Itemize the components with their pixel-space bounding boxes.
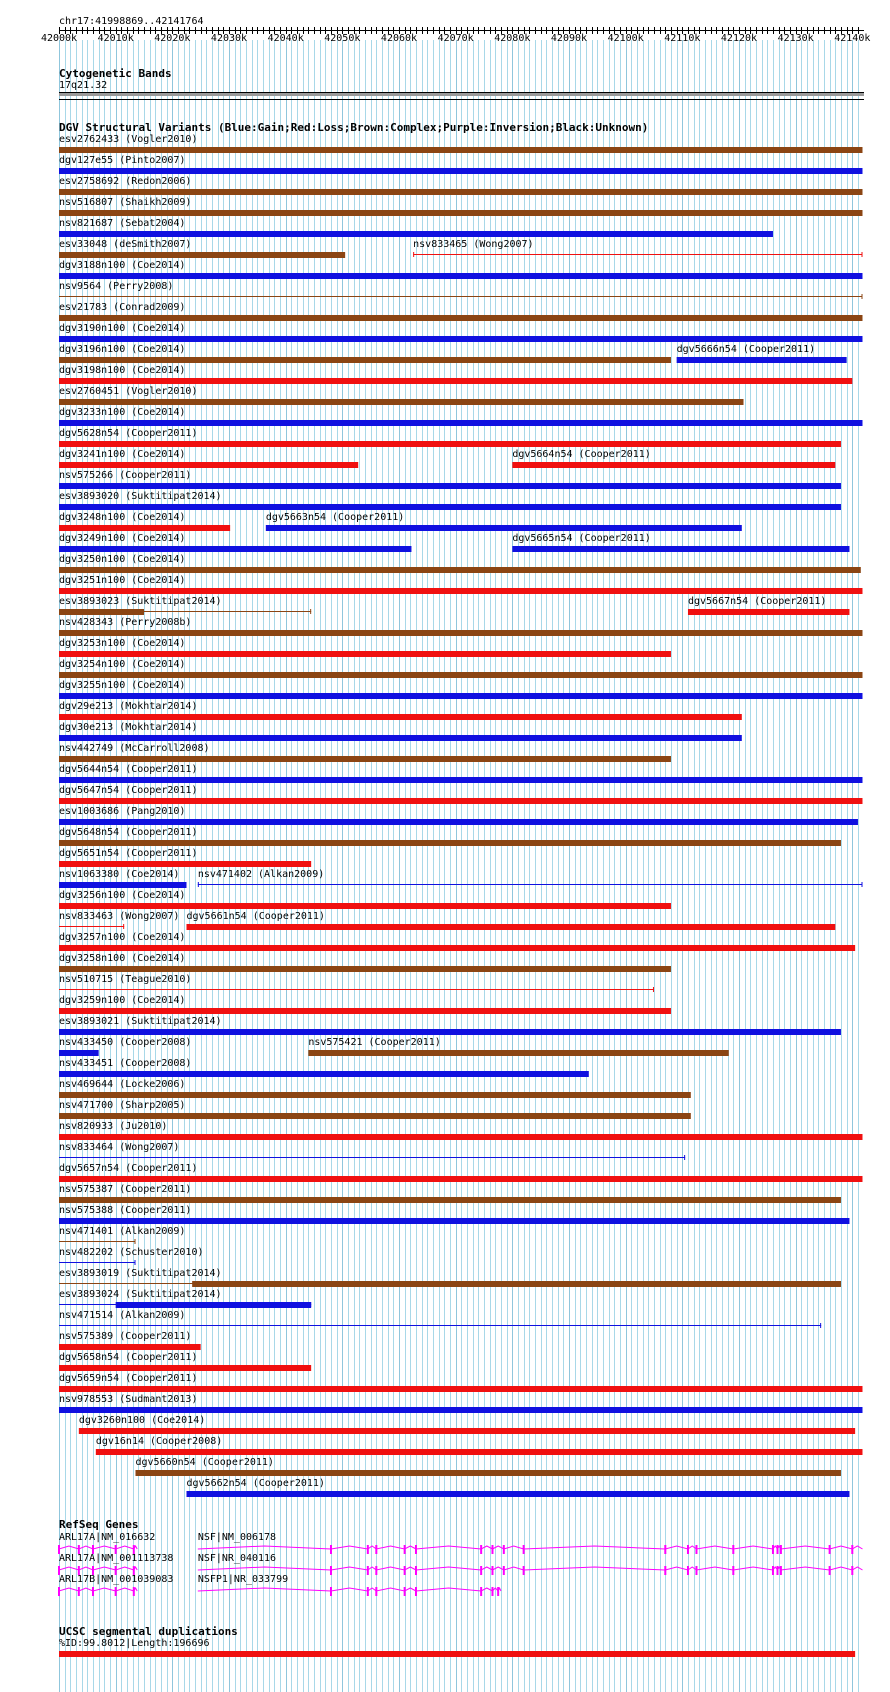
- dgv-variant-end-tick: [134, 1239, 135, 1244]
- dgv-variant-bar: [96, 1449, 863, 1455]
- gene-exon: [772, 1566, 774, 1575]
- dgv-feature-label: dgv3251n100 (Coe2014): [59, 575, 186, 586]
- dgv-variant-bar: [186, 1491, 849, 1497]
- dgv-variant-line: [413, 254, 862, 255]
- gene-exon: [780, 1566, 782, 1575]
- dgv-feature-label: dgv5651n54 (Cooper2011): [59, 848, 198, 859]
- dgv-feature-label: dgv5644n54 (Cooper2011): [59, 764, 198, 775]
- dgv-variant-bar: [59, 714, 742, 720]
- dgv-feature-label: nsv575387 (Cooper2011): [59, 1184, 192, 1195]
- dgv-feature-label: dgv16n14 (Cooper2008): [95, 1436, 223, 1447]
- dgv-variant-bar: [79, 1428, 855, 1434]
- dgv-feature-label: nsv820933 (Ju2010): [59, 1121, 168, 1132]
- dgv-feature-label: esv3893024 (Suktitipat2014): [59, 1289, 222, 1300]
- gene-exon: [491, 1545, 493, 1554]
- gene-exon: [375, 1545, 377, 1554]
- dgv-variant-bar: [59, 840, 841, 846]
- dgv-feature-label: nsv471700 (Sharp2005): [59, 1100, 186, 1111]
- refseq-track-title: RefSeq Genes: [59, 1518, 139, 1531]
- dgv-variant-end-tick: [310, 609, 311, 614]
- dgv-variant-bar: [59, 168, 863, 174]
- gene-exon: [687, 1566, 689, 1575]
- dgv-feature-label: dgv3233n100 (Coe2014): [59, 407, 186, 418]
- dgv-feature-label: dgv3259n100 (Coe2014): [59, 995, 186, 1006]
- dgv-feature-label: nsv516807 (Shaikh2009): [59, 197, 192, 208]
- dgv-feature-label: nsv482202 (Schuster2010): [59, 1247, 204, 1258]
- dgv-variant-bar: [512, 462, 835, 468]
- gene-exon: [367, 1566, 369, 1575]
- gene-exon: [330, 1566, 332, 1575]
- dgv-feature-label: dgv29e213 (Mokhtar2014): [59, 701, 198, 712]
- cyto-band-label: 17q21.32: [59, 80, 108, 91]
- dgv-feature-label: nsv1063380 (Coe2014): [59, 869, 180, 880]
- gene-exon: [404, 1566, 406, 1575]
- ruler-label: 42020k: [154, 33, 191, 44]
- gene-label: NSF|NR_040116: [197, 1553, 277, 1564]
- dgv-variant-bar: [59, 735, 742, 741]
- dgv-variant-end-tick: [653, 987, 654, 992]
- dgv-feature-label: esv21783 (Conrad2009): [59, 302, 186, 313]
- dgv-feature-label: esv2762433 (Vogler2010): [59, 134, 198, 145]
- dgv-variant-line: [198, 884, 863, 885]
- dgv-variant-end-tick: [820, 1323, 821, 1328]
- gene-exon: [664, 1545, 666, 1554]
- dgv-variant-bar: [59, 147, 863, 153]
- dgv-variant-bar: [135, 1470, 840, 1476]
- gene-exon: [829, 1566, 831, 1575]
- dgv-feature-label: nsv433450 (Cooper2008): [59, 1037, 192, 1048]
- gene-exon: [491, 1566, 493, 1575]
- gene-exon: [687, 1545, 689, 1554]
- gene-exon: [367, 1587, 369, 1596]
- gene-exon: [664, 1566, 666, 1575]
- ruler-label: 42070k: [437, 33, 474, 44]
- dgv-variant-bar: [59, 672, 863, 678]
- dgv-feature-label: esv33048 (deSmith2007): [59, 239, 192, 250]
- dgv-variant-bar: [59, 882, 186, 888]
- dgv-feature-label: nsv575421 (Cooper2011): [308, 1037, 441, 1048]
- gene-exon: [415, 1545, 417, 1554]
- dgv-variant-line: [59, 296, 863, 297]
- dgv-feature-label: dgv5665n54 (Cooper2011): [512, 533, 651, 544]
- gene-exon: [367, 1545, 369, 1554]
- ruler-label: 42060k: [380, 33, 418, 44]
- dgv-variant-end-tick: [684, 1155, 685, 1160]
- dgv-variant-bar: [116, 1302, 311, 1308]
- dgv-feature-label: dgv3254n100 (Coe2014): [59, 659, 186, 670]
- gene-exon: [58, 1587, 60, 1596]
- dgv-feature-label: nsv575266 (Cooper2011): [59, 470, 192, 481]
- dgv-variant-bar: [59, 1407, 863, 1413]
- dgv-feature-label: dgv3188n100 (Coe2014): [59, 260, 186, 271]
- dgv-feature-label: nsv510715 (Teague2010): [59, 974, 192, 985]
- dgv-feature-label: dgv3196n100 (Coe2014): [59, 344, 186, 355]
- dgv-variant-line: [59, 1157, 685, 1158]
- dgv-variant-bar: [59, 1386, 863, 1392]
- dgv-feature-label: dgv3249n100 (Coe2014): [59, 533, 186, 544]
- dgv-feature-label: nsv833465 (Wong2007): [413, 239, 534, 250]
- dgv-feature-label: dgv3255n100 (Coe2014): [59, 680, 186, 691]
- ruler-label: 42130k: [777, 33, 814, 44]
- gene-exon: [78, 1587, 80, 1596]
- dgv-feature-label: dgv3258n100 (Coe2014): [59, 953, 186, 964]
- region-label: chr17:41998869..42141764: [59, 16, 204, 27]
- dgv-variant-bar: [266, 525, 742, 531]
- gene-exon: [480, 1566, 482, 1575]
- dgv-track-title: DGV Structural Variants (Blue:Gain;Red:Loss;Brown:Complex;Purple:Inversion;Black:Unknown): [59, 121, 649, 134]
- cyto-band-17q21-32: [59, 93, 864, 96]
- dgv-variant-bar: [59, 1134, 863, 1140]
- dgv-variant-line: [59, 1262, 135, 1263]
- ruler-label: 42080k: [494, 33, 531, 44]
- gene-exon: [772, 1545, 774, 1554]
- dgv-feature-label: dgv5664n54 (Cooper2011): [512, 449, 651, 460]
- dgv-variant-bar: [59, 1071, 589, 1077]
- dgv-variant-start-tick: [413, 252, 414, 257]
- ucsc-track-title: UCSC segmental duplications: [59, 1625, 238, 1638]
- dgv-feature-label: dgv5647n54 (Cooper2011): [59, 785, 198, 796]
- dgv-feature-label: dgv3190n100 (Coe2014): [59, 323, 186, 334]
- gene-intron-path: [198, 1588, 501, 1591]
- dgv-feature-label: dgv5660n54 (Cooper2011): [135, 1457, 274, 1468]
- gene-exon: [829, 1545, 831, 1554]
- dgv-variant-bar: [59, 231, 773, 237]
- dgv-feature-label: dgv3253n100 (Coe2014): [59, 638, 186, 649]
- dgv-variant-bar: [59, 357, 671, 363]
- gene-exon: [777, 1566, 779, 1575]
- dgv-feature-label: dgv3198n100 (Coe2014): [59, 365, 186, 376]
- dgv-variant-bar: [59, 420, 863, 426]
- dgv-variant-line: [59, 989, 654, 990]
- gene-exon: [330, 1545, 332, 1554]
- ruler-label: 42110k: [664, 33, 701, 44]
- dgv-feature-label: dgv30e213 (Mokhtar2014): [59, 722, 198, 733]
- gene-label: NSFP1|NR_033799: [197, 1574, 289, 1585]
- dgv-feature-label: esv1003686 (Pang2010): [59, 806, 186, 817]
- dgv-variant-bar: [677, 357, 847, 363]
- dgv-feature-label: dgv5657n54 (Cooper2011): [59, 1163, 198, 1174]
- dgv-feature-label: dgv3260n100 (Coe2014): [78, 1415, 206, 1426]
- dgv-variant-bar: [59, 966, 671, 972]
- dgv-feature-label: esv2760451 (Vogler2010): [59, 386, 198, 397]
- dgv-variant-bar: [59, 588, 863, 594]
- dgv-variant-bar: [59, 378, 852, 384]
- dgv-feature-label: nsv821687 (Sebat2004): [59, 218, 186, 229]
- gene-exon: [415, 1566, 417, 1575]
- gene-exon: [115, 1587, 117, 1596]
- dgv-feature-label: nsv433451 (Cooper2008): [59, 1058, 192, 1069]
- ucsc-segment-label: %ID:99.8012|Length:196696: [59, 1638, 210, 1649]
- dgv-variant-bar: [59, 651, 671, 657]
- dgv-feature-label: nsv9564 (Perry2008): [59, 281, 174, 292]
- ruler-label: 42000k: [40, 33, 78, 44]
- gene-exon: [480, 1545, 482, 1554]
- dgv-feature-label: dgv5658n54 (Cooper2011): [59, 1352, 198, 1363]
- dgv-variant-bar: [59, 546, 411, 552]
- gene-exon: [330, 1587, 332, 1596]
- dgv-variant-bar: [59, 525, 230, 531]
- dgv-variant-bar: [59, 1176, 863, 1182]
- dgv-feature-label: dgv3257n100 (Coe2014): [59, 932, 186, 943]
- cyto-track-title: Cytogenetic Bands: [59, 67, 172, 80]
- gene-label: ARL17A|NM_001113738: [59, 1553, 174, 1564]
- dgv-variant-bar: [59, 819, 858, 825]
- dgv-variant-bar: [59, 273, 863, 279]
- dgv-feature-label: nsv575389 (Cooper2011): [59, 1331, 192, 1342]
- dgv-feature-label: nsv833464 (Wong2007): [59, 1142, 180, 1153]
- dgv-variant-bar: [59, 1218, 849, 1224]
- dgv-variant-bar: [59, 504, 841, 510]
- dgv-variant-bar: [59, 903, 671, 909]
- dgv-variant-bar: [59, 210, 863, 216]
- dgv-variant-end-tick: [123, 924, 124, 929]
- ucsc-segment-bar: [59, 1651, 855, 1657]
- dgv-variant-end-tick: [862, 294, 863, 299]
- dgv-variant-bar: [59, 483, 841, 489]
- dgv-feature-label: esv3893023 (Suktitipat2014): [59, 596, 222, 607]
- dgv-variant-bar: [59, 1092, 691, 1098]
- gene-exon: [375, 1587, 377, 1596]
- ruler-label: 42140k: [834, 33, 871, 44]
- dgv-feature-label: nsv471514 (Alkan2009): [59, 1310, 186, 1321]
- dgv-variant-bar: [59, 1365, 311, 1371]
- dgv-variant-bar: [59, 1344, 201, 1350]
- dgv-feature-label: dgv3256n100 (Coe2014): [59, 890, 186, 901]
- dgv-variant-line: [59, 1241, 135, 1242]
- dgv-feature-label: nsv471401 (Alkan2009): [59, 1226, 186, 1237]
- gene-exon: [497, 1587, 499, 1596]
- gene-label: ARL17A|NM_016632: [59, 1532, 156, 1543]
- gene-exon: [404, 1545, 406, 1554]
- dgv-feature-label: nsv978553 (Sudmant2013): [59, 1394, 198, 1405]
- gene-exon: [92, 1587, 94, 1596]
- gene-label: ARL17B|NM_001039083: [59, 1574, 174, 1585]
- dgv-feature-label: dgv5661n54 (Cooper2011): [186, 911, 325, 922]
- gene-exon: [732, 1545, 734, 1554]
- dgv-variant-bar: [192, 1281, 841, 1287]
- dgv-variant-bar: [308, 1050, 728, 1056]
- gene-exon: [375, 1566, 377, 1575]
- dgv-feature-label: dgv3241n100 (Coe2014): [59, 449, 186, 460]
- dgv-variant-bar: [59, 861, 311, 867]
- dgv-variant-bar: [59, 252, 345, 258]
- ruler-label: 42030k: [210, 33, 248, 44]
- gene-exon: [503, 1545, 505, 1554]
- dgv-feature-label: nsv469644 (Locke2006): [59, 1079, 186, 1090]
- gene-exon: [491, 1587, 493, 1596]
- gene-exon: [780, 1545, 782, 1554]
- dgv-feature-label: esv3893021 (Suktitipat2014): [59, 1016, 222, 1027]
- dgv-variant-bar: [59, 399, 744, 405]
- dgv-feature-label: nsv833463 (Wong2007): [59, 911, 180, 922]
- dgv-variant-end-tick: [862, 252, 863, 257]
- dgv-feature-label: nsv575388 (Cooper2011): [59, 1205, 192, 1216]
- dgv-feature-label: esv3893019 (Suktitipat2014): [59, 1268, 222, 1279]
- gene-exon: [415, 1587, 417, 1596]
- dgv-variant-bar: [59, 1197, 841, 1203]
- dgv-variant-bar: [59, 693, 863, 699]
- dgv-feature-label: nsv428343 (Perry2008b): [59, 617, 192, 628]
- dgv-feature-label: dgv3248n100 (Coe2014): [59, 512, 186, 523]
- ruler-label: 42050k: [324, 33, 361, 44]
- gene-exon: [404, 1587, 406, 1596]
- dgv-variant-bar: [59, 1008, 671, 1014]
- gene-exon: [851, 1566, 853, 1575]
- dgv-feature-label: dgv5662n54 (Cooper2011): [186, 1478, 325, 1489]
- dgv-feature-label: dgv5648n54 (Cooper2011): [59, 827, 198, 838]
- gene-exon: [695, 1566, 697, 1575]
- dgv-feature-label: dgv5659n54 (Cooper2011): [59, 1373, 198, 1384]
- dgv-feature-label: dgv5666n54 (Cooper2011): [676, 344, 816, 355]
- dgv-feature-label: nsv442749 (McCarroll2008): [59, 743, 210, 754]
- dgv-variant-end-tick: [134, 1260, 135, 1265]
- ruler-label: 42010k: [97, 33, 134, 44]
- dgv-variant-bar: [59, 777, 863, 783]
- gene-exon: [777, 1545, 779, 1554]
- dgv-variant-bar: [59, 609, 144, 615]
- dgv-feature-label: dgv5667n54 (Cooper2011): [687, 596, 827, 607]
- gene-label: NSF|NM_006178: [197, 1532, 277, 1543]
- gene-exon: [503, 1566, 505, 1575]
- dgv-variant-bar: [59, 462, 358, 468]
- dgv-variant-bar: [59, 441, 841, 447]
- dgv-feature-label: dgv5663n54 (Cooper2011): [265, 512, 405, 523]
- ruler-label: 42040k: [267, 33, 304, 44]
- dgv-feature-label: dgv127e55 (Pinto2007): [59, 155, 186, 166]
- dgv-variant-bar: [59, 567, 861, 573]
- dgv-variant-bar: [59, 1113, 691, 1119]
- dgv-variant-line: [59, 1325, 821, 1326]
- gene-exon: [133, 1587, 135, 1596]
- dgv-feature-label: esv2758692 (Redon2006): [59, 176, 192, 187]
- dgv-feature-label: esv3893020 (Suktitipat2014): [59, 491, 222, 502]
- dgv-variant-end-tick: [862, 882, 863, 887]
- dgv-variant-bar: [59, 1050, 99, 1056]
- dgv-variant-bar: [688, 609, 849, 615]
- gene-exon: [523, 1566, 525, 1575]
- gene-exon: [695, 1545, 697, 1554]
- gene-exon: [523, 1545, 525, 1554]
- dgv-variant-bar: [186, 924, 835, 930]
- gene-exon: [851, 1545, 853, 1554]
- dgv-feature-label: dgv5628n54 (Cooper2011): [59, 428, 198, 439]
- gene-exon: [732, 1566, 734, 1575]
- dgv-variant-bar: [59, 630, 863, 636]
- dgv-feature-label: nsv471402 (Alkan2009): [197, 869, 325, 880]
- gene-exon: [480, 1587, 482, 1596]
- ruler-label: 42090k: [550, 33, 588, 44]
- ruler-label: 42120k: [720, 33, 758, 44]
- dgv-variant-bar: [512, 546, 849, 552]
- dgv-variant-bar: [59, 798, 863, 804]
- dgv-variant-start-tick: [198, 882, 199, 887]
- dgv-feature-label: dgv3250n100 (Coe2014): [59, 554, 186, 565]
- dgv-variant-bar: [59, 315, 863, 321]
- dgv-variant-line: [59, 926, 124, 927]
- dgv-variant-bar: [59, 1029, 841, 1035]
- ruler-label: 42100k: [607, 33, 644, 44]
- dgv-variant-bar: [59, 189, 863, 195]
- dgv-variant-bar: [59, 756, 671, 762]
- dgv-variant-bar: [59, 945, 855, 951]
- dgv-variant-bar: [59, 336, 863, 342]
